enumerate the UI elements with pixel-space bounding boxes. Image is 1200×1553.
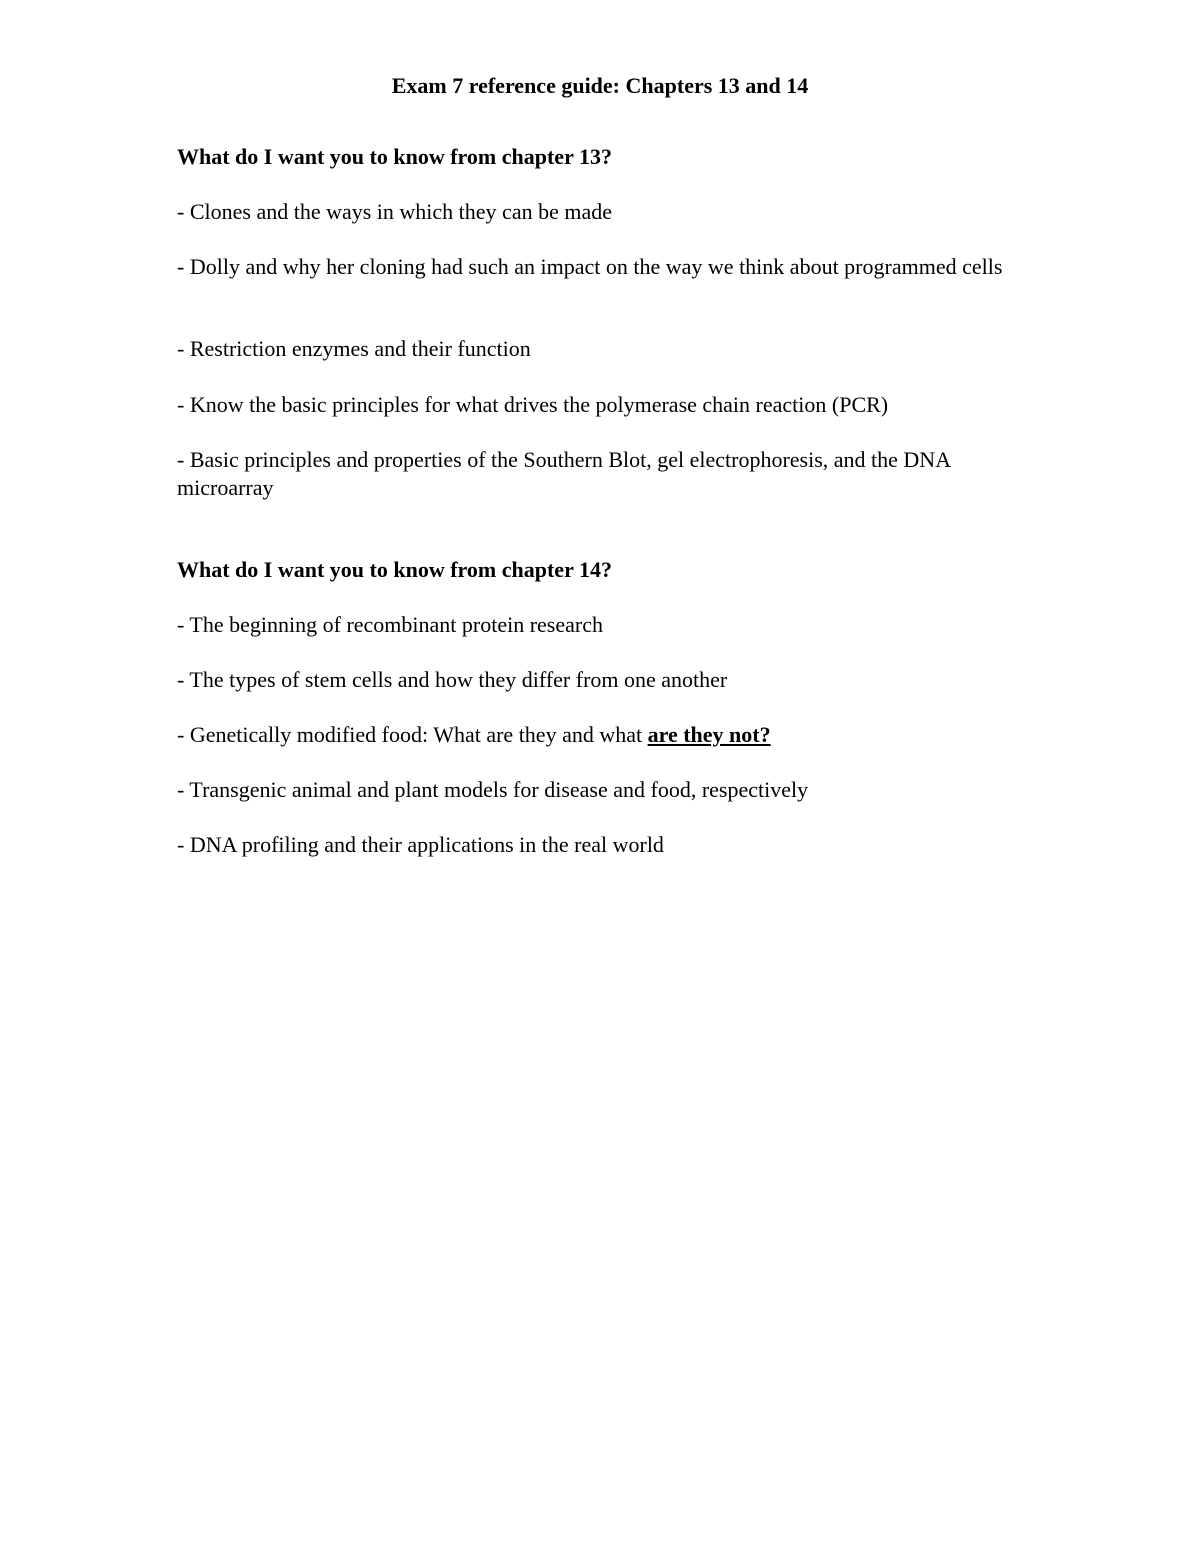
chapter-13-item-restriction-enzymes: - Restriction enzymes and their function xyxy=(177,336,531,361)
chapter-13-item-dolly: - Dolly and why her cloning had such an impact on the way we think about programmed cells xyxy=(177,254,1003,279)
document-title: Exam 7 reference guide: Chapters 13 and 14 xyxy=(391,73,809,98)
chapter-14-item-recombinant-protein: - The beginning of recombinant protein research xyxy=(177,612,603,637)
chapter-14-heading: What do I want you to know from chapter 14? xyxy=(177,557,612,582)
chapter-13-heading: What do I want you to know from chapter 13? xyxy=(177,144,612,169)
chapter-13-item-southern-blot: - Basic principles and properties of the Southern Blot, gel electrophoresis, and the DNA microarray xyxy=(177,447,950,500)
chapter-13-item-clones: - Clones and the ways in which they can be made xyxy=(177,199,612,224)
chapter-13-item-pcr: - Know the basic principles for what drives the polymerase chain reaction (PCR) xyxy=(177,392,889,417)
chapter-14-item-dna-profiling: - DNA profiling and their applications in the real world xyxy=(177,832,664,857)
gm-food-text: - Genetically modified food: What are they and what xyxy=(177,722,648,747)
chapter-14-item-gm-food xyxy=(177,721,1007,749)
chapter-14-item-transgenic-models: - Transgenic animal and plant models for disease and food, respectively xyxy=(177,777,809,802)
gm-food-emphasis: are they not? xyxy=(647,722,771,747)
chapter-14-item-stem-cells: - The types of stem cells and how they differ from one another xyxy=(177,667,728,692)
